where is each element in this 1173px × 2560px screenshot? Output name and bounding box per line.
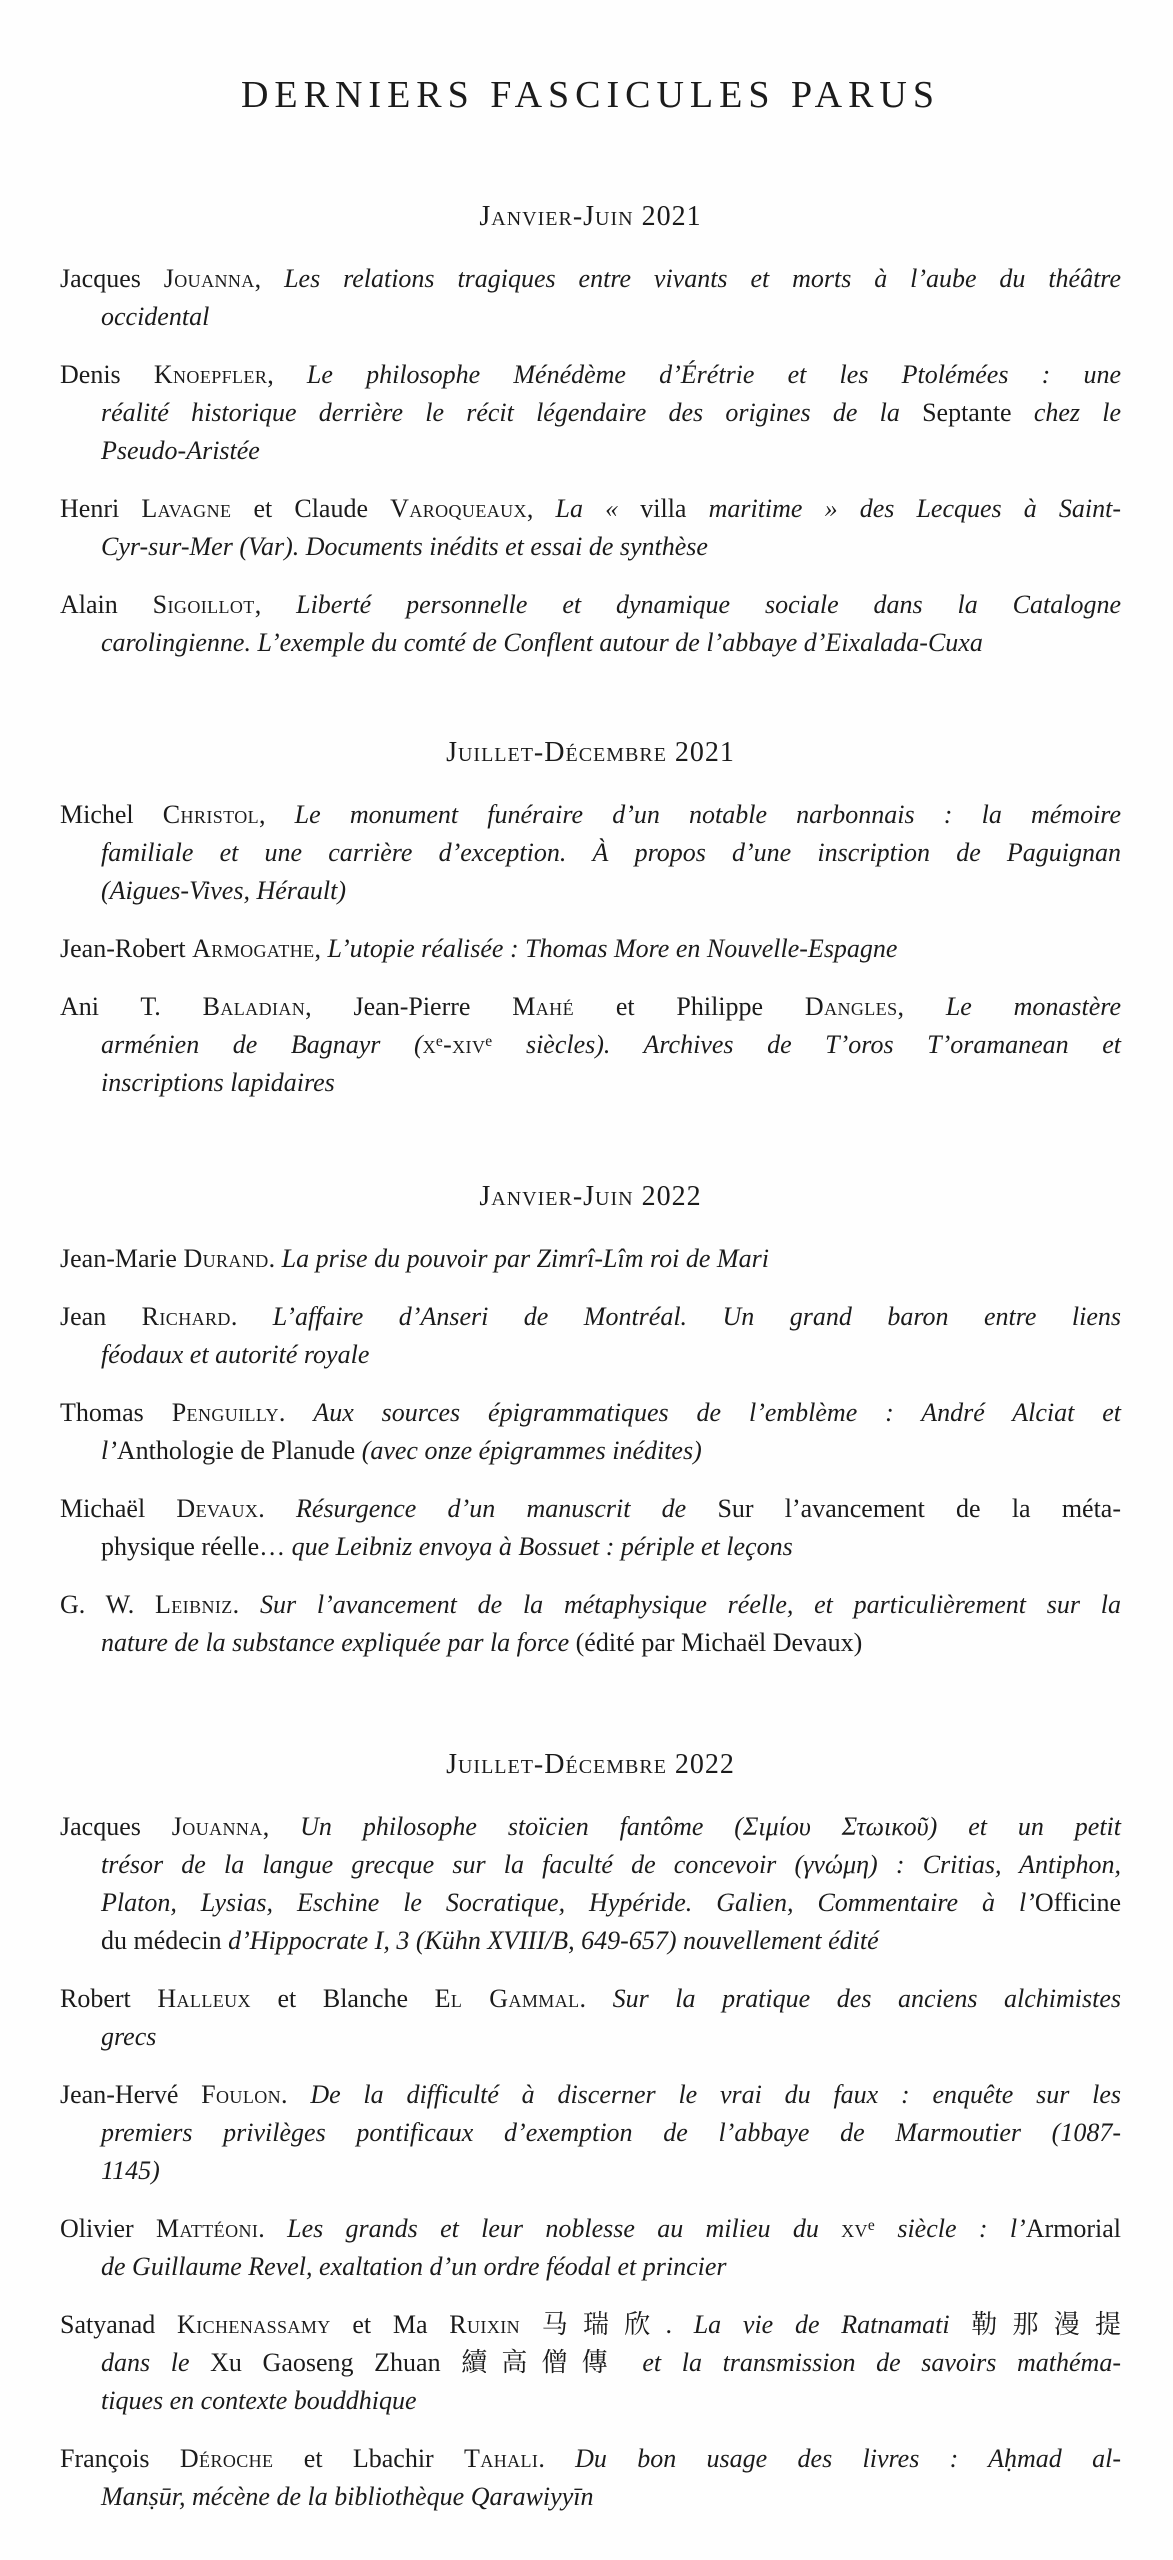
entry-line [60,356,1121,394]
text-segment: Les grands et leur noblesse au milieu du [287,2214,842,2243]
entry [60,490,1121,566]
text-segment: familiale et une carrière d’exception. À propos d’une inscription de Paguignan [101,838,1121,867]
text-segment: Les relations tragiques entre vivants et morts à l’aube du théâtre [284,264,1121,293]
text-segment: Cyr-sur-Mer (Var). Documents inédits et essai de synthèse [101,532,708,561]
text-segment: et Lbachir [273,2444,465,2473]
text-segment: Foulon [201,2080,282,2109]
text-segment: Alain [60,590,153,619]
text-segment: . [258,1494,297,1523]
entry-line [101,2114,1121,2152]
text-segment: du médecin [101,1926,229,1955]
entry [60,260,1121,336]
page-title: DERNIERS FASCICULES PARUS [240,74,941,116]
entry-line [60,2076,1121,2114]
text-segment: maritime » des Lecques à Saint- [686,494,1122,523]
entry-line [60,1394,1121,1432]
text-segment: Mahé [512,992,574,1021]
text-segment: Christol [162,800,260,829]
text-segment: chez le [1011,398,1122,427]
text-segment: La prise du pouvoir par Zimrî-Lîm roi de Mari [281,1244,769,1273]
text-segment: El Gammal [434,1984,580,2013]
entry-line [60,2306,1121,2344]
entry [60,356,1121,470]
text-segment: arménien de Bagnayr ( [101,1030,423,1059]
text-segment: , Jean-Pierre [305,992,513,1021]
text-segment: nature de la substance expliquée par la force [101,1628,576,1657]
text-segment: Kichenassamy [177,2310,331,2339]
text-segment: Varoqueaux [390,494,527,523]
text-segment: , [254,264,285,293]
entry [60,1980,1121,2056]
text-segment: et la transmission de savoirs mathéma- [621,2348,1121,2377]
entry-line [60,796,1121,834]
text-segment: , [314,934,328,963]
entry-line [101,834,1121,872]
text-segment: La vie de Ratnamati [693,2310,972,2339]
text-segment: Sur l’avancement de la méta- [717,1494,1122,1523]
text-segment: (avec onze épigrammes inédites) [355,1436,702,1465]
text-segment: De la difficulté à discerner le vrai du faux : enquête sur les [310,2080,1121,2109]
text-segment: , [254,590,297,619]
text-segment: Jean-Hervé [60,2080,202,2109]
entry [60,2306,1121,2420]
entry-line [101,2018,1121,2056]
text-segment: Jean [60,1302,142,1331]
section [60,1746,1121,2516]
text-segment: l’ [101,1436,117,1465]
text-segment: Le monastère [945,992,1121,1021]
text-segment: Olivier [60,2214,156,2243]
text-segment: , [262,1812,301,1841]
text-segment: grecs [101,2022,157,2051]
text-segment: tiques en contexte bouddhique [101,2386,417,2415]
entry-line [101,1922,1121,1960]
text-segment: Jean-Marie [60,1244,184,1273]
entry [60,930,1121,968]
entry-line [60,1298,1121,1336]
text-segment: (Aigues-Vives, Hérault) [101,876,346,905]
entry-line [101,298,1121,336]
text-segment: inscriptions lapidaires [101,1068,335,1097]
text-segment: d’Hippocrate I, 3 (Kühn XVIII/B, 649-657) nouvellement édité [228,1926,879,1955]
text-segment: François [60,2444,180,2473]
entry-line [101,2344,1121,2382]
text-segment: . [538,2444,576,2473]
section [60,734,1121,1102]
text-segment: L’affaire d’Anseri de Montréal. Un grand baron entre liens [272,1302,1121,1331]
entry-line [60,930,1121,968]
entry-line [101,2382,1121,2420]
text-segment: Michel [60,800,163,829]
text-segment: villa [640,494,687,523]
text-segment: et Blanche [250,1984,435,2013]
entry-line [101,1432,1121,1470]
entry-line [101,1846,1121,1884]
text-segment: physique réelle… [101,1532,292,1561]
text-segment: Baladian [202,992,306,1021]
text-segment: carolingienne. L’exemple du comté de Conflent autour de l’abbaye d’Eixalada-Cuxa [101,628,983,657]
text-segment: 马瑞欣. [520,2310,694,2339]
text-segment: Jacques [60,264,164,293]
entry-line [101,1026,1121,1064]
entry [60,1490,1121,1566]
text-segment: de Guillaume Revel, exaltation d’un ordre féodal et princier [101,2252,727,2281]
entry-line [101,1624,1121,1662]
text-segment: Manṣūr, mécène de la bibliothèque Qarawiyyīn [101,2482,594,2511]
entry-line [60,1808,1121,1846]
text-segment: Durand [183,1244,269,1273]
text-segment: Liberté personnelle et dynamique sociale dans la Catalogne [296,590,1121,619]
entry [60,2076,1121,2190]
entry-line [101,2478,1121,2516]
entry [60,1240,1121,1278]
section-heading: Janvier-Juin 2022 [479,1181,702,1212]
text-segment: que Leibniz envoya à Bossuet : périple et leçons [291,1532,793,1561]
text-segment: . [258,2214,288,2243]
entry [60,1808,1121,1960]
entry [60,2440,1121,2516]
text-segment: Platon, Lysias, Eschine le Socratique, Hypéride. Galien, Commentaire à l’ [101,1888,1035,1917]
text-segment: xvᵉ [841,2214,876,2243]
section [60,1178,1121,1662]
entry-line [101,528,1121,566]
text-segment: et Claude [231,494,391,523]
entry-line [101,1884,1121,1922]
entry-line [60,1586,1121,1624]
section [60,198,1121,662]
entry-line [101,394,1121,432]
text-segment: Résurgence d’un manuscrit de [296,1494,718,1523]
text-segment: . [230,1302,273,1331]
entry-line [60,988,1121,1026]
text-segment: Henri [60,494,142,523]
text-segment: siècles). Archives de T’oros T’oramanean et [492,1030,1121,1059]
text-segment: occidental [101,302,210,331]
text-segment: dans le [101,2348,211,2377]
text-segment: et Philippe [573,992,805,1021]
entry [60,1394,1121,1470]
text-segment: Dangles [804,992,898,1021]
entry-line [101,624,1121,662]
text-segment: La « [555,494,641,523]
section-heading: Juillet-Décembre 2021 [446,737,735,768]
text-segment: Mattéoni [155,2214,259,2243]
text-segment: féodaux et autorité royale [101,1340,370,1369]
text-segment: Satyanad [60,2310,178,2339]
entry-line [60,260,1121,298]
text-segment: Jacques [60,1812,172,1841]
entry [60,988,1121,1102]
text-segment: Le philosophe Ménédème d’Érétrie et les Ptolémées : une [306,360,1122,389]
text-segment: Devaux [176,1494,259,1523]
entry-line [60,1980,1121,2018]
text-segment: 勒那漫提 [971,2310,1121,2339]
text-segment: Sigoillot [152,590,255,619]
text-segment: Jean-Robert [60,934,193,963]
text-segment: Penguilly [171,1398,279,1427]
entry [60,1298,1121,1374]
entry-line [101,2152,1121,2190]
text-segment: Michaël [60,1494,177,1523]
text-segment: . [268,1244,282,1273]
entry-line [101,432,1121,470]
text-segment: Robert [60,1984,158,2013]
text-segment: Denis [60,360,154,389]
entry-line [60,1240,1121,1278]
text-segment: . [579,1984,613,2013]
text-segment: Septante [922,398,1012,427]
text-segment: L’utopie réalisée : Thomas More en Nouvelle-Espagne [327,934,898,963]
text-segment: , [259,800,295,829]
entry [60,1586,1121,1662]
entry-line [101,2248,1121,2286]
text-segment: Un philosophe stoïcien fantôme (Σιμίου Στωικοῦ) et un petit [300,1812,1121,1841]
text-segment: xᵉ-xivᵉ [422,1030,493,1059]
text-segment: premiers privilèges pontificaux d’exemption de l’abbaye de Marmoutier (1087- [101,2118,1121,2147]
text-segment: Anthologie de Planude [116,1436,356,1465]
entry [60,586,1121,662]
text-segment: Lavagne [141,494,232,523]
text-segment: Du bon usage des livres : Aḥmad al- [575,2444,1122,2473]
text-segment: , [267,360,307,389]
text-segment: Sur la pratique des anciens alchimistes [612,1984,1122,2013]
text-segment: Ruixin [449,2310,521,2339]
text-segment: Halleux [157,1984,251,2013]
text-segment: Le monument funéraire d’un notable narbonnais : la mémoire [294,800,1121,829]
text-segment: Jouanna [163,264,255,293]
entry-line [60,490,1121,528]
text-segment: Jouanna [171,1812,263,1841]
text-segment: Aux sources épigrammatiques de l’emblème : André Alciat et [313,1398,1122,1427]
section-heading: Janvier-Juin 2021 [479,201,702,232]
text-segment: Déroche [179,2444,274,2473]
entry [60,796,1121,910]
entry-line [101,1528,1121,1566]
text-segment: Knoepfler [153,360,268,389]
text-segment: 1145) [101,2156,160,2185]
text-segment: . [232,1590,260,1619]
text-segment: Armogathe [192,934,315,963]
entry-line [60,1490,1121,1528]
text-segment: réalité historique derrière le récit légendaire des origines de la [101,398,923,427]
sections-root [60,198,1121,2516]
text-segment: Xu Gaoseng Zhuan 續高僧傳 [210,2348,622,2377]
entry-line [60,586,1121,624]
text-segment: Armorial [1025,2214,1122,2243]
text-segment: Thomas [60,1398,172,1427]
text-segment: G. W. [60,1590,155,1619]
entry-line [101,872,1121,910]
text-segment: , [526,494,556,523]
text-segment: siècle : l’ [875,2214,1026,2243]
text-segment: et Ma [330,2310,450,2339]
text-segment: Richard [141,1302,231,1331]
text-segment: Pseudo-Aristée [101,436,260,465]
text-segment: (édité par Michaël Devaux) [575,1628,863,1657]
entry-line [60,2210,1121,2248]
entry [60,2210,1121,2286]
text-segment: Officine [1034,1888,1121,1917]
text-segment: , [897,992,946,1021]
text-segment: Leibniz [155,1590,233,1619]
text-segment: Sur l’avancement de la métaphysique réelle, et particulièrement sur la [259,1590,1121,1619]
text-segment: . [281,2080,311,2109]
entry-line [60,2440,1121,2478]
entry-line [101,1064,1121,1102]
entry-line [101,1336,1121,1374]
text-segment: trésor de la langue grecque sur la faculté de concevoir (γνώμη) : Critias, Antiphon, [101,1850,1121,1879]
text-segment: . [278,1398,314,1427]
text-segment: Tahali [464,2444,539,2473]
section-heading: Juillet-Décembre 2022 [446,1749,735,1780]
text-segment: Ani T. [60,992,203,1021]
